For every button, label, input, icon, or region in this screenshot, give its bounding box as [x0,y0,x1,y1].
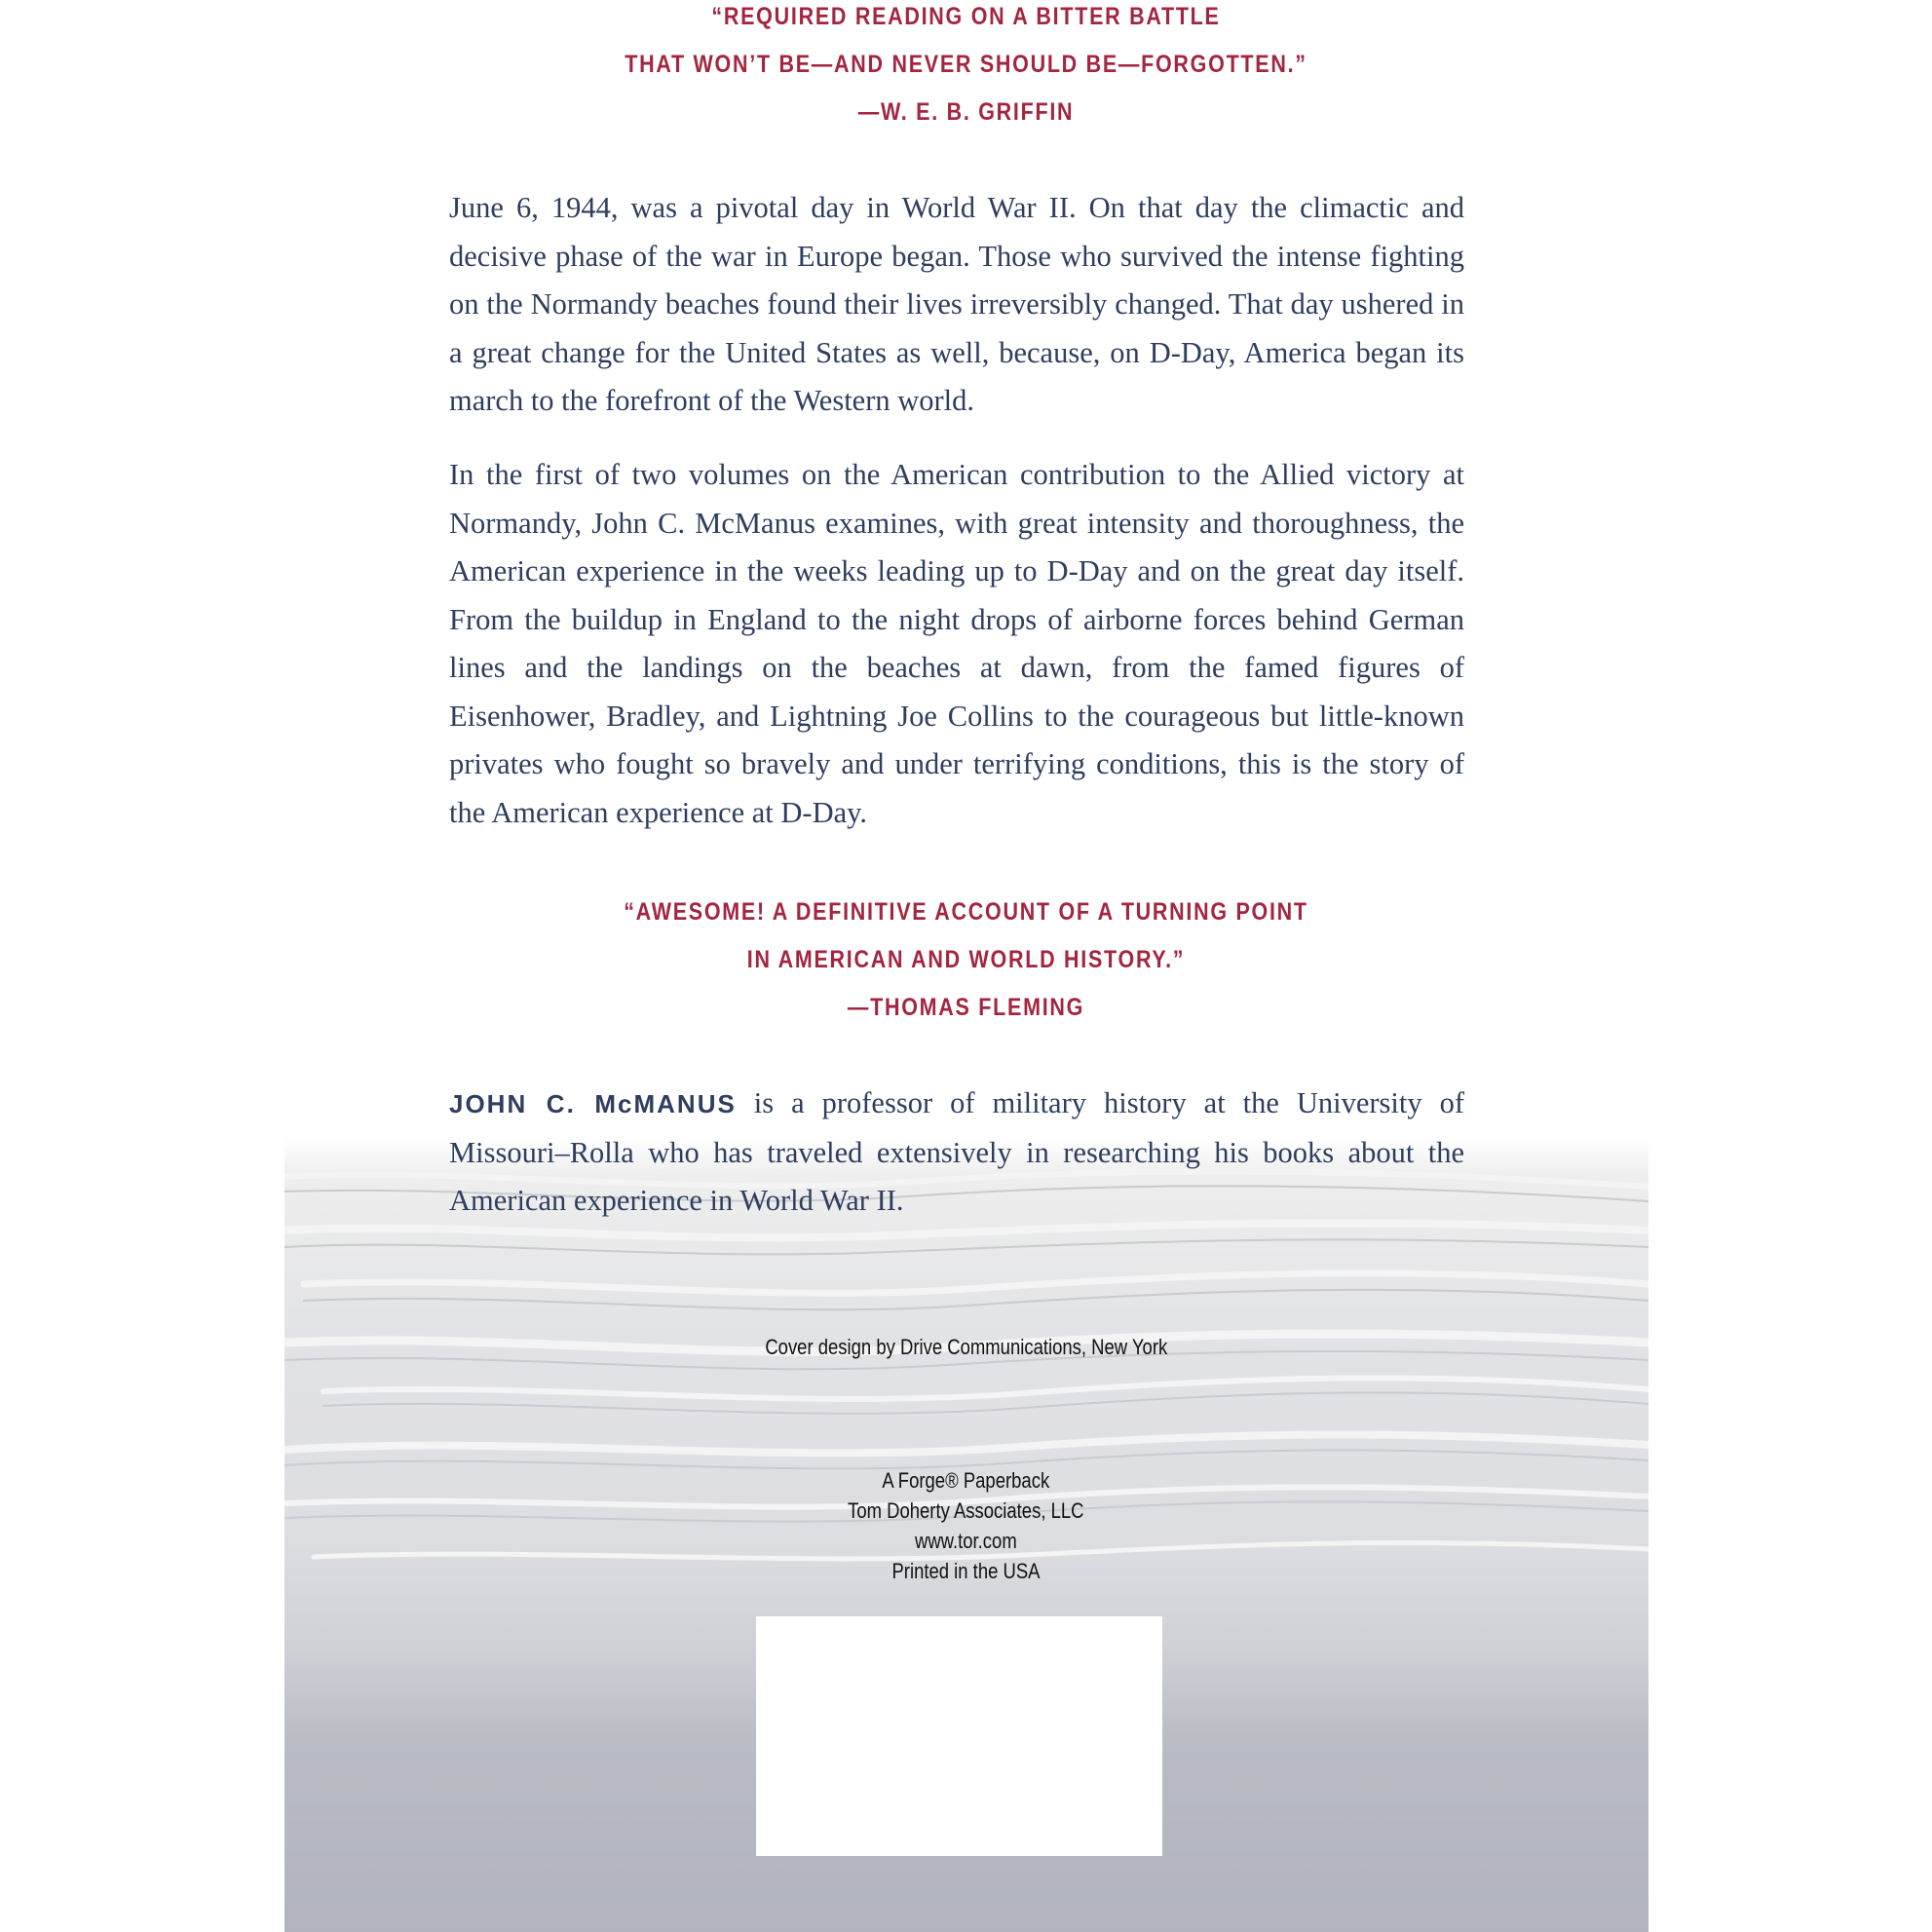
bottom-quote-line-2: IN AMERICAN AND WORLD HISTORY.” [746,946,1186,973]
description-paragraph-2: In the first of two volumes on the American contribution to the Allied victory at Normandy, John C. McManus examines, with great intensity and thoroughness, the American experience in the weeks leading up to D-Day and on the great day itself. From the buildup in England to the night drops of airborne forces behind German lines and the landings on the beaches at dawn, from the famed figures of Eisenhower, Bradley, and Lightning Joe Collins to the courageous but little-known privates who fought so bravely and under terrifying conditions, this is the story of the American experience at D-Day. [449,458,1464,829]
author-bio [449,1080,1464,1226]
cover-design-credit [0,1332,1932,1362]
publisher-imprint: A Forge® Paperback [882,1468,1050,1493]
cover-design-credit-text: Cover design by Drive Communications, New York [765,1335,1167,1359]
description-paragraph-1: June 6, 1944, was a pivotal day in World War II. On that day the climactic and decisive phase of the war in Europe began. Those who survived the intense fighting on the Normandy beaches found their lives irreversibly changed. That day ushered in a great change for the United States as well, because, on D-Day, America began its march to the forefront of the Western world. [449,191,1464,417]
top-quote-attribution: —W. E. B. GRIFFIN [857,98,1075,126]
printed-in: Printed in the USA [891,1559,1041,1583]
publisher-info [0,1465,1932,1586]
bottom-quote-attribution: —THOMAS FLEMING [847,994,1085,1021]
bottom-quote-line-1: “AWESOME! A DEFINITIVE ACCOUNT OF A TURNING POINT [624,898,1308,926]
bottom-review-quote [135,889,1797,1032]
top-quote-line-1: “REQUIRED READING ON A BITTER BATTLE [711,3,1221,30]
top-review-quote [135,0,1797,136]
publisher-name: Tom Doherty Associates, LLC [848,1498,1084,1523]
author-name: JOHN C. McMANUS [449,1089,737,1118]
barcode-blank-area [756,1616,1162,1856]
author-bio-text: is a professor of military history at the University of Missouri–Rolla who has traveled extensively in researching his books about the American experience in World War II. [449,1086,1465,1217]
publisher-website: www.tor.com [915,1529,1017,1553]
top-quote-line-2: THAT WON’T BE—AND NEVER SHOULD BE—FORGOTTEN.” [625,51,1307,78]
